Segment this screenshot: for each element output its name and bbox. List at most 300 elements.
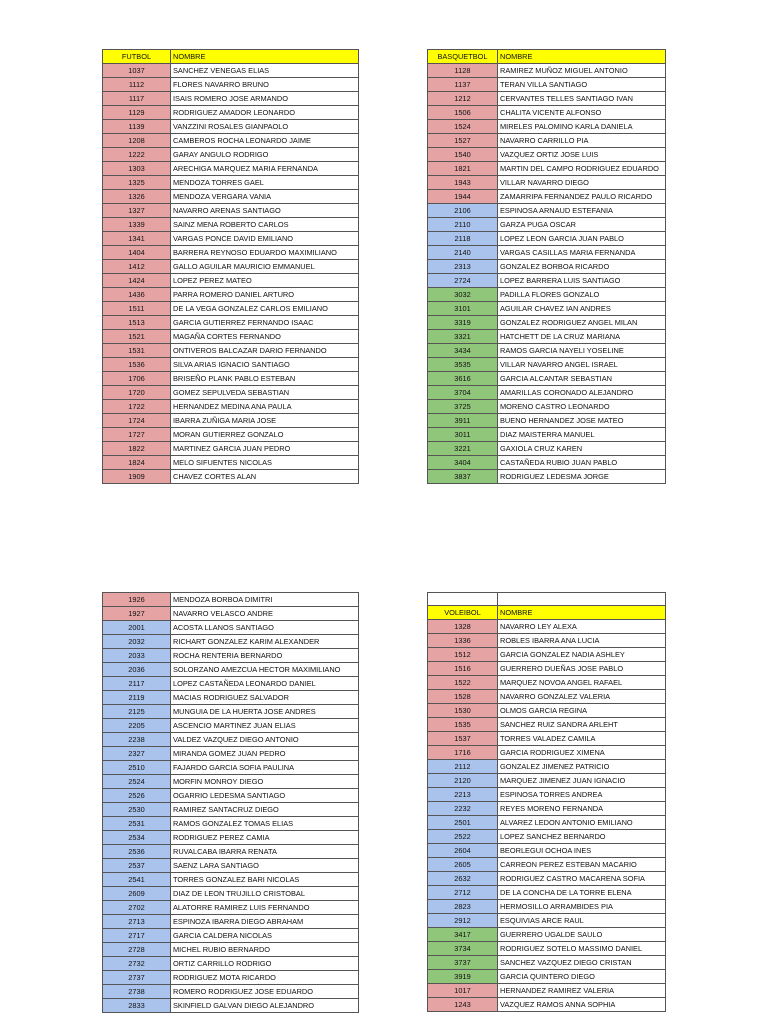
- table-row: [103, 120, 359, 134]
- student-name-cell: BARRERA REYNOSO EDUARDO MAXIMILIANO: [171, 246, 359, 260]
- student-id-cell: 2125: [103, 705, 171, 719]
- student-id-cell: 2737: [103, 971, 171, 985]
- table-row: [428, 232, 666, 246]
- student-id-cell: 2713: [103, 915, 171, 929]
- student-name-cell: ORTIZ CARRILLO RODRIGO: [171, 957, 359, 971]
- student-id-cell: 1727: [103, 428, 171, 442]
- table-row: [103, 999, 359, 1013]
- student-id-cell: 1527: [428, 134, 498, 148]
- student-name-cell: CHAVEZ CORTES ALAN: [171, 470, 359, 484]
- table-row: [428, 428, 666, 442]
- student-name-cell: VAZQUEZ ORTIZ JOSE LUIS: [498, 148, 666, 162]
- table-row: [103, 302, 359, 316]
- table-row: [428, 288, 666, 302]
- student-name-cell: ROCHA RENTERIA BERNARDO: [171, 649, 359, 663]
- student-id-cell: 1325: [103, 176, 171, 190]
- student-name-cell: RICHART GONZALEZ KARIM ALEXANDER: [171, 635, 359, 649]
- student-name-cell: MARQUEZ NOVOA ANGEL RAFAEL: [498, 676, 666, 690]
- student-name-cell: VARGAS PONCE DAVID EMILIANO: [171, 232, 359, 246]
- student-name-cell: NAVARRO VELASCO ANDRE: [171, 607, 359, 621]
- student-id-cell: 2118: [428, 232, 498, 246]
- student-name-cell: MARTIN DEL CAMPO RODRIGUEZ EDUARDO: [498, 162, 666, 176]
- student-id-cell: 1944: [428, 190, 498, 204]
- student-id-cell: 2524: [103, 775, 171, 789]
- student-id-cell: 2213: [428, 788, 498, 802]
- table-row: [103, 190, 359, 204]
- student-name-cell: AMARILLAS CORONADO ALEJANDRO: [498, 386, 666, 400]
- student-id-cell: 3417: [428, 928, 498, 942]
- student-name-cell: VALDEZ VAZQUEZ DIEGO ANTONIO: [171, 733, 359, 747]
- student-name-cell: NAVARRO ARENAS SANTIAGO: [171, 204, 359, 218]
- student-id-cell: 2541: [103, 873, 171, 887]
- table-row: [103, 929, 359, 943]
- table-row: [428, 120, 666, 134]
- student-id-cell: 1112: [103, 78, 171, 92]
- futbol-header-row: [103, 50, 359, 64]
- student-name-cell: RAMOS GONZALEZ TOMAS ELIAS: [171, 817, 359, 831]
- student-name-cell: GARCIA GUTIERREZ FERNANDO ISAAC: [171, 316, 359, 330]
- student-name-cell: LOPEZ LEON GARCIA JUAN PABLO: [498, 232, 666, 246]
- table-row: [103, 106, 359, 120]
- table-row: [103, 789, 359, 803]
- table-row: [103, 246, 359, 260]
- table-row: [103, 747, 359, 761]
- student-id-cell: 1927: [103, 607, 171, 621]
- table-row: [428, 386, 666, 400]
- table-row: [428, 788, 666, 802]
- voleibol-table: [427, 592, 666, 1012]
- student-id-cell: 2732: [103, 957, 171, 971]
- student-name-cell: ISAIS ROMERO JOSE ARMANDO: [171, 92, 359, 106]
- student-id-cell: 3101: [428, 302, 498, 316]
- table-row: [103, 372, 359, 386]
- table-row: [428, 886, 666, 900]
- student-id-cell: 1243: [428, 998, 498, 1012]
- student-id-cell: 1222: [103, 148, 171, 162]
- student-id-cell: 1722: [103, 400, 171, 414]
- student-name-cell: LOPEZ BARRERA LUIS SANTIAGO: [498, 274, 666, 288]
- student-name-cell: BRISEÑO PLANK PABLO ESTEBAN: [171, 372, 359, 386]
- student-name-cell: HERNANDEZ MEDINA ANA PAULA: [171, 400, 359, 414]
- student-name-cell: RODRIGUEZ SOTELO MASSIMO DANIEL: [498, 942, 666, 956]
- student-id-cell: 1540: [428, 148, 498, 162]
- student-id-cell: 1506: [428, 106, 498, 120]
- table-row: [428, 662, 666, 676]
- table-row: [428, 830, 666, 844]
- student-id-cell: 2712: [428, 886, 498, 900]
- table-row: [103, 260, 359, 274]
- student-name-cell: MORAN GUTIERREZ GONZALO: [171, 428, 359, 442]
- student-name-cell: HERNANDEZ RAMIREZ VALERIA: [498, 984, 666, 998]
- student-id-cell: 2232: [428, 802, 498, 816]
- student-name-cell: MELO SIFUENTES NICOLAS: [171, 456, 359, 470]
- table-row: [428, 620, 666, 634]
- student-id-cell: 1341: [103, 232, 171, 246]
- student-name-cell: GUERRERO DUEÑAS JOSE PABLO: [498, 662, 666, 676]
- student-name-cell: GALLO AGUILAR MAURICIO EMMANUEL: [171, 260, 359, 274]
- student-id-cell: 1524: [428, 120, 498, 134]
- student-name-cell: RAMIREZ MUÑOZ MIGUEL ANTONIO: [498, 64, 666, 78]
- student-name-cell: DIAZ MAISTERRA MANUEL: [498, 428, 666, 442]
- blank-cell: [498, 593, 666, 606]
- student-name-cell: CHALITA VICENTE ALFONSO: [498, 106, 666, 120]
- student-name-cell: RAMIREZ SANTACRUZ DIEGO: [171, 803, 359, 817]
- table-row: [103, 887, 359, 901]
- table-row: [103, 901, 359, 915]
- student-name-cell: GARCIA ALCANTAR SEBASTIAN: [498, 372, 666, 386]
- table-row: [428, 774, 666, 788]
- table-row: [103, 691, 359, 705]
- student-id-cell: 1909: [103, 470, 171, 484]
- student-name-cell: ONTIVEROS BALCAZAR DARIO FERNANDO: [171, 344, 359, 358]
- student-id-cell: 2510: [103, 761, 171, 775]
- student-name-cell: SAINZ MENA ROBERTO CARLOS: [171, 218, 359, 232]
- basquetbol-table-body: [428, 50, 666, 484]
- student-id-cell: 1926: [103, 593, 171, 607]
- futbol-header-id: FUTBOL: [103, 50, 171, 64]
- table-row: [428, 316, 666, 330]
- table-row: [103, 971, 359, 985]
- student-name-cell: MACIAS RODRIGUEZ SALVADOR: [171, 691, 359, 705]
- student-id-cell: 2501: [428, 816, 498, 830]
- student-id-cell: 1208: [103, 134, 171, 148]
- student-name-cell: GONZALEZ BORBOA RICARDO: [498, 260, 666, 274]
- table-row: [428, 456, 666, 470]
- table-row: [103, 943, 359, 957]
- table-row: [103, 705, 359, 719]
- student-name-cell: GUERRERO UGALDE SAULO: [498, 928, 666, 942]
- table-row: [428, 78, 666, 92]
- student-id-cell: 2001: [103, 621, 171, 635]
- student-id-cell: 1129: [103, 106, 171, 120]
- student-id-cell: 2609: [103, 887, 171, 901]
- table-row: [103, 775, 359, 789]
- student-id-cell: 3535: [428, 358, 498, 372]
- table-row: [103, 845, 359, 859]
- student-id-cell: 3919: [428, 970, 498, 984]
- table-row: [103, 831, 359, 845]
- student-name-cell: DE LA CONCHA DE LA TORRE ELENA: [498, 886, 666, 900]
- student-name-cell: MIRANDA GOMEZ JUAN PEDRO: [171, 747, 359, 761]
- table-row: [103, 414, 359, 428]
- voleibol-header-row: [428, 606, 666, 620]
- table-row: [103, 386, 359, 400]
- student-name-cell: TORRES VALADEZ CAMILA: [498, 732, 666, 746]
- table-row: [103, 663, 359, 677]
- student-name-cell: SANCHEZ RUIZ SANDRA ARLEHT: [498, 718, 666, 732]
- futbol-cont-table: [102, 592, 359, 1013]
- table-row: [428, 372, 666, 386]
- student-id-cell: 2526: [103, 789, 171, 803]
- student-name-cell: OGARRIO LEDESMA SANTIAGO: [171, 789, 359, 803]
- student-id-cell: 2238: [103, 733, 171, 747]
- student-name-cell: PARRA ROMERO DANIEL ARTURO: [171, 288, 359, 302]
- student-name-cell: ESPINOZA IBARRA DIEGO ABRAHAM: [171, 915, 359, 929]
- table-row: [428, 358, 666, 372]
- student-name-cell: LOPEZ PEREZ MATEO: [171, 274, 359, 288]
- student-name-cell: TERAN VILLA SANTIAGO: [498, 78, 666, 92]
- table-row: [428, 400, 666, 414]
- student-name-cell: ROMERO RODRIGUEZ JOSE EDUARDO: [171, 985, 359, 999]
- table-row: [103, 593, 359, 607]
- student-name-cell: GARCIA GONZALEZ NADIA ASHLEY: [498, 648, 666, 662]
- student-name-cell: RODRIGUEZ CASTRO MACARENA SOFIA: [498, 872, 666, 886]
- student-name-cell: ASCENCIO MARTINEZ JUAN ELIAS: [171, 719, 359, 733]
- student-id-cell: 1327: [103, 204, 171, 218]
- table-row: [103, 176, 359, 190]
- table-row: [103, 677, 359, 691]
- student-name-cell: FLORES NAVARRO BRUNO: [171, 78, 359, 92]
- table-row: [428, 162, 666, 176]
- student-name-cell: ESPINOSA TORRES ANDREA: [498, 788, 666, 802]
- basquetbol-header-row: [428, 50, 666, 64]
- student-name-cell: SANCHEZ VENEGAS ELIAS: [171, 64, 359, 78]
- student-name-cell: MAGAÑA CORTES FERNANDO: [171, 330, 359, 344]
- table-row: [103, 274, 359, 288]
- student-id-cell: 3321: [428, 330, 498, 344]
- student-name-cell: SILVA ARIAS IGNACIO SANTIAGO: [171, 358, 359, 372]
- table-row: [428, 148, 666, 162]
- student-id-cell: 1822: [103, 442, 171, 456]
- student-id-cell: 1530: [428, 704, 498, 718]
- student-id-cell: 1821: [428, 162, 498, 176]
- table-row: [103, 442, 359, 456]
- table-row: [428, 302, 666, 316]
- student-name-cell: ESQUIVIAS ARCE RAUL: [498, 914, 666, 928]
- student-id-cell: 2036: [103, 663, 171, 677]
- student-id-cell: 2522: [428, 830, 498, 844]
- student-id-cell: 2117: [103, 677, 171, 691]
- table-row: [103, 232, 359, 246]
- student-id-cell: 1512: [428, 648, 498, 662]
- table-row: [428, 134, 666, 148]
- table-row: [103, 64, 359, 78]
- student-id-cell: 3704: [428, 386, 498, 400]
- student-id-cell: 1017: [428, 984, 498, 998]
- table-row: [428, 330, 666, 344]
- student-name-cell: MIRELES PALOMINO KARLA DANIELA: [498, 120, 666, 134]
- student-id-cell: 3032: [428, 288, 498, 302]
- table-row: [428, 106, 666, 120]
- student-id-cell: 2313: [428, 260, 498, 274]
- table-row: [428, 690, 666, 704]
- student-name-cell: ZAMARRIPA FERNANDEZ PAULO RICARDO: [498, 190, 666, 204]
- table-row: [428, 900, 666, 914]
- student-name-cell: ARECHIGA MARQUEZ MARIA FERNANDA: [171, 162, 359, 176]
- student-id-cell: 3911: [428, 414, 498, 428]
- table-row: [103, 649, 359, 663]
- table-row: [428, 274, 666, 288]
- student-name-cell: ALVAREZ LEDON ANTONIO EMILIANO: [498, 816, 666, 830]
- table-row: [103, 134, 359, 148]
- student-id-cell: 1328: [428, 620, 498, 634]
- student-id-cell: 1724: [103, 414, 171, 428]
- student-id-cell: 1522: [428, 676, 498, 690]
- student-id-cell: 3319: [428, 316, 498, 330]
- student-name-cell: VARGAS CASILLAS MARIA FERNANDA: [498, 246, 666, 260]
- student-name-cell: MORENO CASTRO LEONARDO: [498, 400, 666, 414]
- voleibol-header-name: NOMBRE: [498, 606, 666, 620]
- student-name-cell: SOLORZANO AMEZCUA HECTOR MAXIMILIANO: [171, 663, 359, 677]
- student-name-cell: CAMBEROS ROCHA LEONARDO JAIME: [171, 134, 359, 148]
- student-id-cell: 1720: [103, 386, 171, 400]
- student-name-cell: BUENO HERNANDEZ JOSE MATEO: [498, 414, 666, 428]
- table-row: [428, 190, 666, 204]
- student-id-cell: 2033: [103, 649, 171, 663]
- table-row: [103, 859, 359, 873]
- student-name-cell: TORRES GONZALEZ BARI NICOLAS: [171, 873, 359, 887]
- student-name-cell: NAVARRO CARRILLO PIA: [498, 134, 666, 148]
- student-name-cell: ACOSTA LLANOS SANTIAGO: [171, 621, 359, 635]
- table-row: [428, 998, 666, 1012]
- student-name-cell: MARQUEZ JIMENEZ JUAN IGNACIO: [498, 774, 666, 788]
- student-name-cell: CERVANTES TELLES SANTIAGO IVAN: [498, 92, 666, 106]
- table-row: [103, 428, 359, 442]
- student-id-cell: 2717: [103, 929, 171, 943]
- table-row: [428, 732, 666, 746]
- student-id-cell: 1128: [428, 64, 498, 78]
- student-name-cell: RODRIGUEZ MOTA RICARDO: [171, 971, 359, 985]
- student-id-cell: 2537: [103, 859, 171, 873]
- student-id-cell: 2724: [428, 274, 498, 288]
- student-id-cell: 2530: [103, 803, 171, 817]
- table-row: [428, 942, 666, 956]
- table-row: [428, 260, 666, 274]
- student-name-cell: GARAY ANGULO RODRIGO: [171, 148, 359, 162]
- student-id-cell: 3734: [428, 942, 498, 956]
- student-name-cell: ROBLES IBARRA ANA LUCIA: [498, 634, 666, 648]
- student-name-cell: OLMOS GARCIA REGINA: [498, 704, 666, 718]
- student-name-cell: CARREON PEREZ ESTEBAN MACARIO: [498, 858, 666, 872]
- student-id-cell: 3434: [428, 344, 498, 358]
- student-name-cell: GONZALEZ JIMENEZ PATRICIO: [498, 760, 666, 774]
- student-id-cell: 3725: [428, 400, 498, 414]
- table-row: [428, 176, 666, 190]
- student-id-cell: 1528: [428, 690, 498, 704]
- student-name-cell: GOMEZ SEPULVEDA SEBASTIAN: [171, 386, 359, 400]
- table-row: [428, 442, 666, 456]
- student-id-cell: 2738: [103, 985, 171, 999]
- student-id-cell: 1436: [103, 288, 171, 302]
- futbol-table: [102, 49, 359, 484]
- student-id-cell: 3221: [428, 442, 498, 456]
- table-row: [103, 719, 359, 733]
- table-row: [103, 803, 359, 817]
- student-id-cell: 2605: [428, 858, 498, 872]
- table-row: [428, 218, 666, 232]
- table-row: [103, 162, 359, 176]
- student-id-cell: 2702: [103, 901, 171, 915]
- table-row: [428, 92, 666, 106]
- student-id-cell: 2032: [103, 635, 171, 649]
- table-row: [103, 456, 359, 470]
- table-row: [428, 970, 666, 984]
- table-row: [103, 761, 359, 775]
- student-id-cell: 3616: [428, 372, 498, 386]
- futbol-table-body: [103, 50, 359, 484]
- student-id-cell: 2327: [103, 747, 171, 761]
- student-id-cell: 1531: [103, 344, 171, 358]
- student-name-cell: GARCIA RODRIGUEZ XIMENA: [498, 746, 666, 760]
- table-row: [428, 914, 666, 928]
- table-row: [428, 414, 666, 428]
- table-row: [428, 718, 666, 732]
- table-row: [103, 957, 359, 971]
- student-name-cell: FAJARDO GARCIA SOFIA PAULINA: [171, 761, 359, 775]
- basquetbol-header-name: NOMBRE: [498, 50, 666, 64]
- table-row: [103, 92, 359, 106]
- student-name-cell: LOPEZ CASTAÑEDA LEONARDO DANIEL: [171, 677, 359, 691]
- table-row: [103, 400, 359, 414]
- student-name-cell: MICHEL RUBIO BERNARDO: [171, 943, 359, 957]
- student-id-cell: 2112: [428, 760, 498, 774]
- table-row: [428, 956, 666, 970]
- table-row: [103, 288, 359, 302]
- student-name-cell: MENDOZA BORBOA DIMITRI: [171, 593, 359, 607]
- table-row: [103, 316, 359, 330]
- student-id-cell: 1303: [103, 162, 171, 176]
- table-row: [428, 64, 666, 78]
- student-id-cell: 2912: [428, 914, 498, 928]
- table-row: [103, 148, 359, 162]
- student-id-cell: 1537: [428, 732, 498, 746]
- table-row: [428, 816, 666, 830]
- student-name-cell: VILLAR NAVARRO ANGEL ISRAEL: [498, 358, 666, 372]
- student-name-cell: SANCHEZ VAZQUEZ DIEGO CRISTAN: [498, 956, 666, 970]
- student-id-cell: 2823: [428, 900, 498, 914]
- student-id-cell: 1137: [428, 78, 498, 92]
- student-name-cell: AGUILAR CHAVEZ IAN ANDRES: [498, 302, 666, 316]
- table-row: [103, 817, 359, 831]
- student-name-cell: ESPINOSA ARNAUD ESTEFANIA: [498, 204, 666, 218]
- student-id-cell: 2205: [103, 719, 171, 733]
- student-id-cell: 2536: [103, 845, 171, 859]
- student-name-cell: RAMOS GARCIA NAYELI YOSELINE: [498, 344, 666, 358]
- student-id-cell: 1511: [103, 302, 171, 316]
- student-id-cell: 1326: [103, 190, 171, 204]
- student-name-cell: VAZQUEZ RAMOS ANNA SOPHIA: [498, 998, 666, 1012]
- student-name-cell: MORFIN MONROY DIEGO: [171, 775, 359, 789]
- student-name-cell: DE LA VEGA GONZALEZ CARLOS EMILIANO: [171, 302, 359, 316]
- table-row: [103, 873, 359, 887]
- student-id-cell: 1824: [103, 456, 171, 470]
- table-row: [428, 704, 666, 718]
- student-name-cell: GAXIOLA CRUZ KAREN: [498, 442, 666, 456]
- student-id-cell: 3011: [428, 428, 498, 442]
- student-id-cell: 1339: [103, 218, 171, 232]
- student-name-cell: GARCIA CALDERA NICOLAS: [171, 929, 359, 943]
- table-row: [428, 648, 666, 662]
- table-row: [103, 621, 359, 635]
- student-id-cell: 2120: [428, 774, 498, 788]
- student-name-cell: GONZALEZ RODRIGUEZ ANGEL MILAN: [498, 316, 666, 330]
- blank-cell: [428, 593, 498, 606]
- futbol-cont-table-body: [103, 593, 359, 1013]
- student-name-cell: HATCHETT DE LA CRUZ MARIANA: [498, 330, 666, 344]
- student-id-cell: 2140: [428, 246, 498, 260]
- table-row: [428, 802, 666, 816]
- futbol-header-name: NOMBRE: [171, 50, 359, 64]
- student-id-cell: 1212: [428, 92, 498, 106]
- voleibol-blank-row: [428, 593, 666, 606]
- table-row: [428, 760, 666, 774]
- student-id-cell: 1535: [428, 718, 498, 732]
- student-name-cell: RODRIGUEZ AMADOR LEONARDO: [171, 106, 359, 120]
- table-row: [103, 635, 359, 649]
- student-id-cell: 1404: [103, 246, 171, 260]
- table-row: [428, 634, 666, 648]
- table-row: [103, 915, 359, 929]
